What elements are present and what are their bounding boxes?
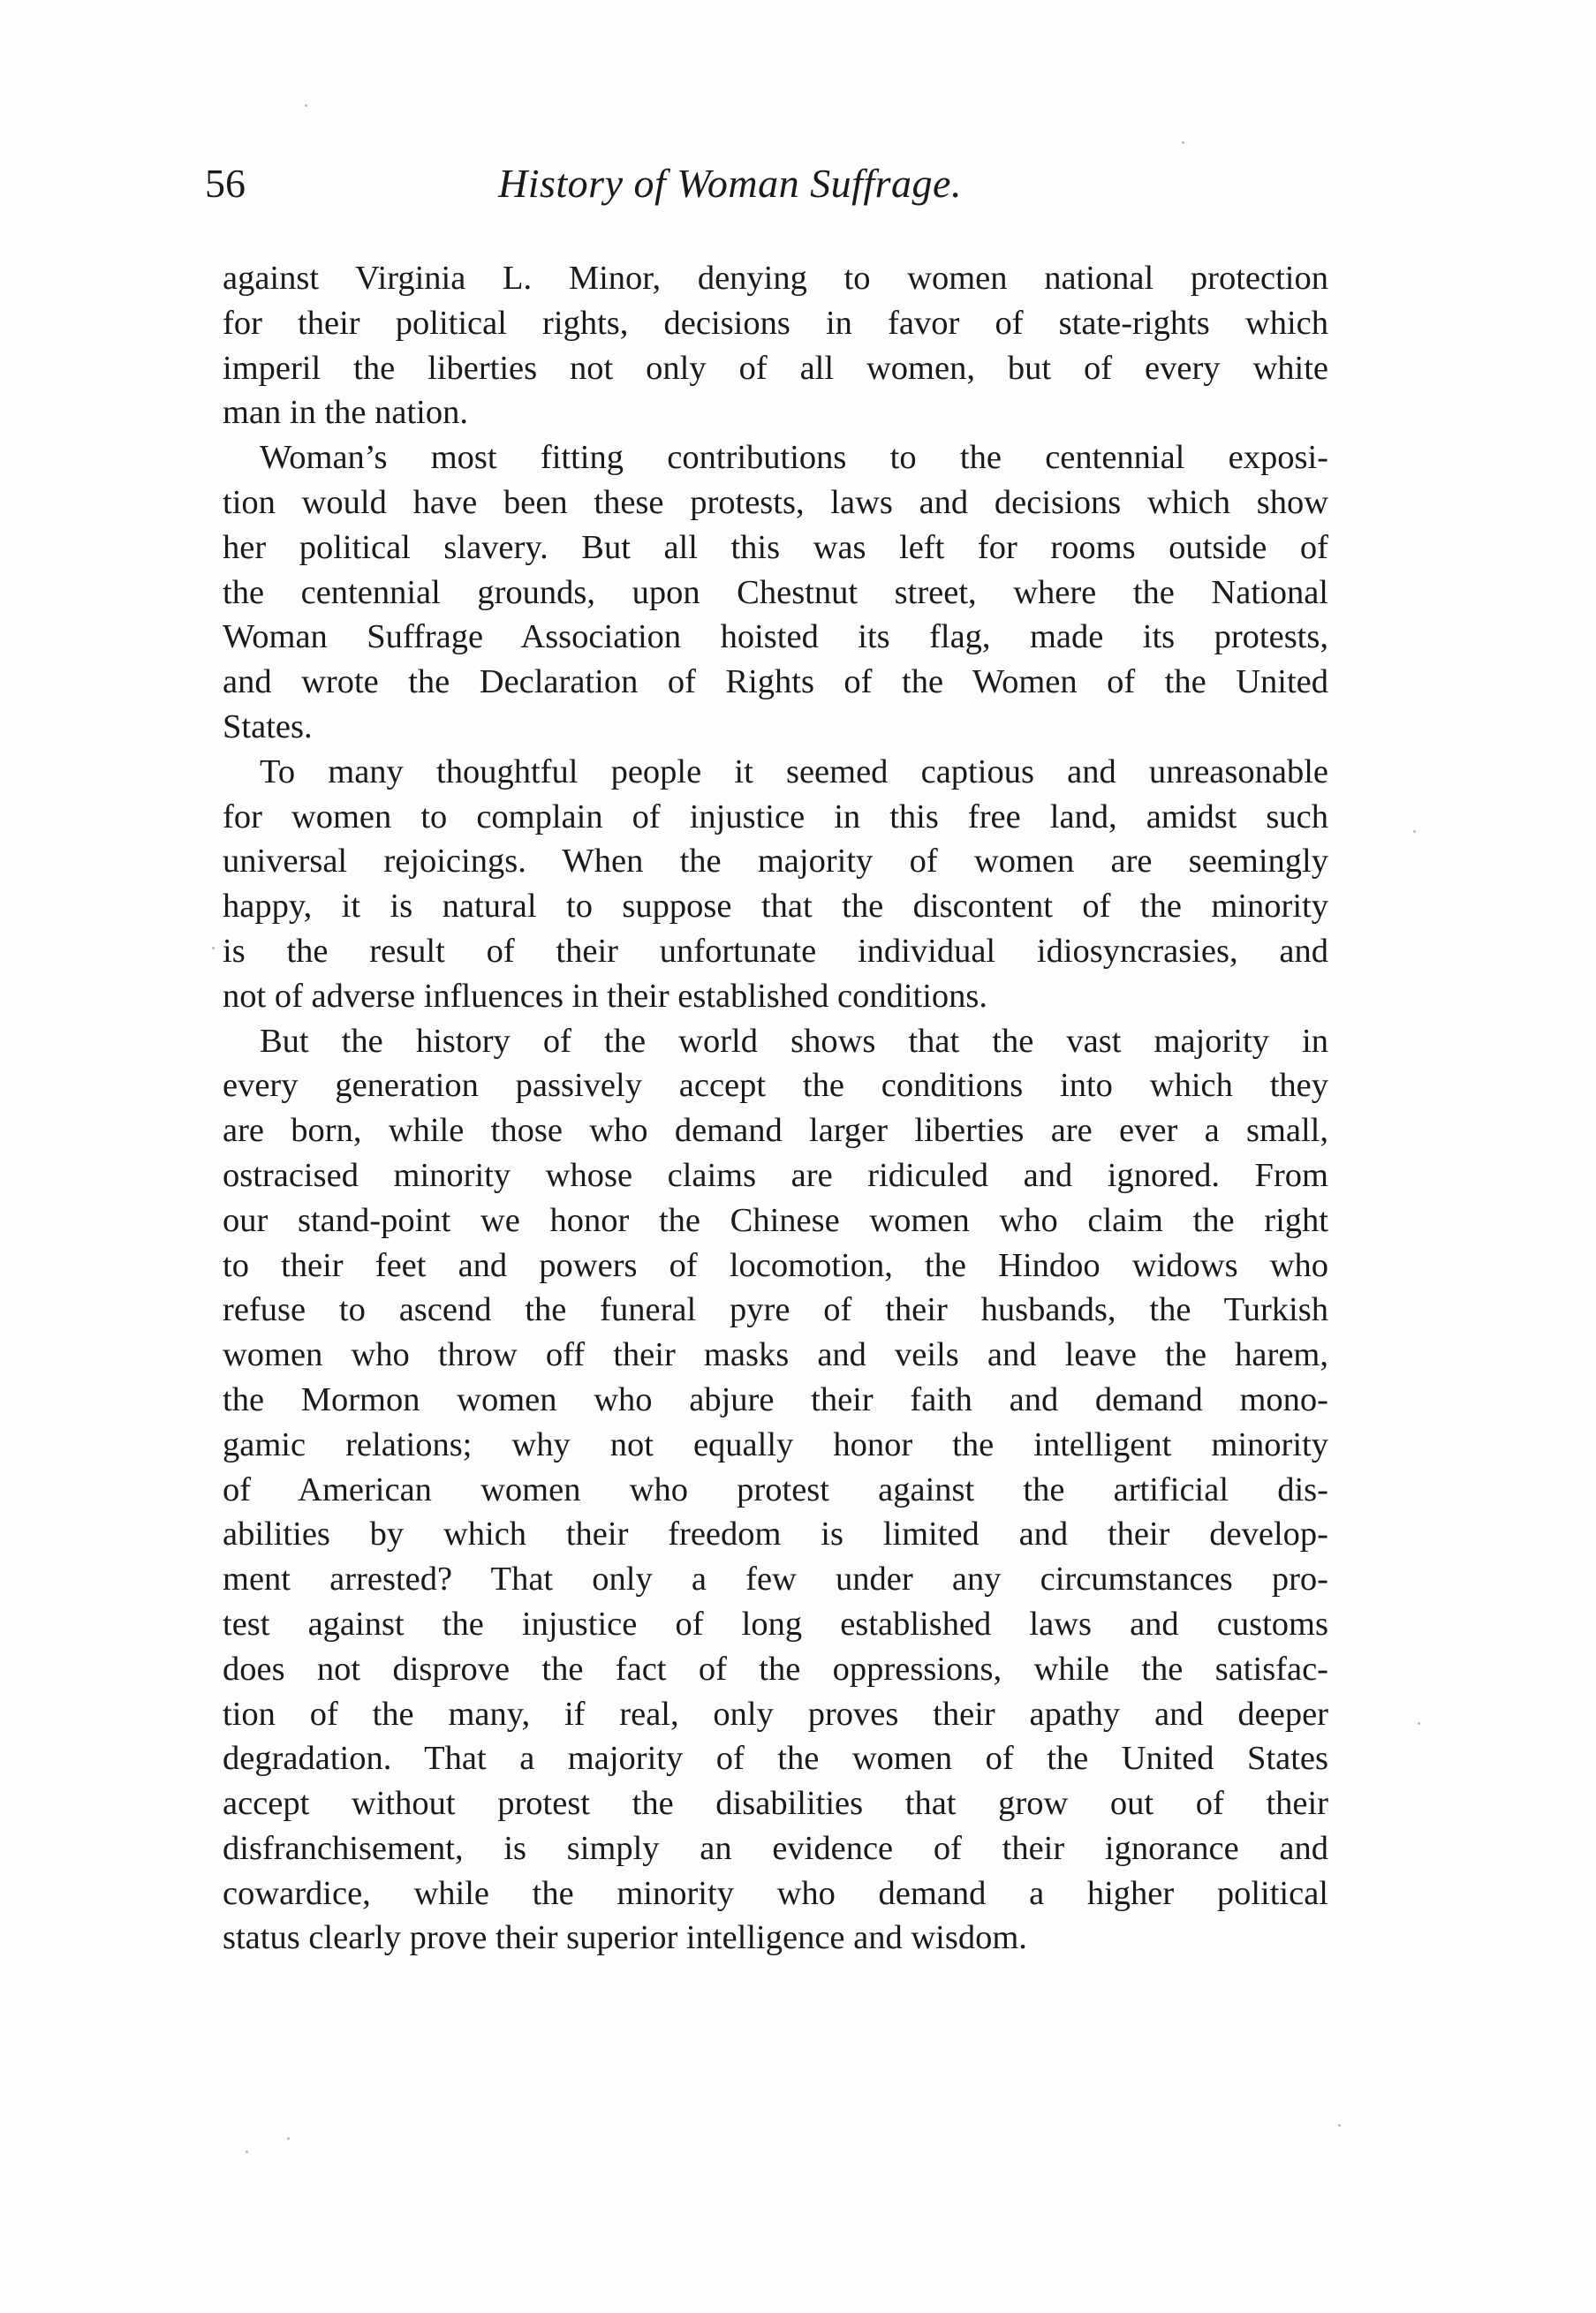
text-line: against Virginia L. Minor, denying to women national protection — [223, 260, 1328, 297]
text-line: Woman’s most fitting contributions to the centennial exposi- — [260, 439, 1328, 477]
text-line: test against the injustice of long established laws and customs — [223, 1605, 1328, 1643]
text-line: disfranchisement, is simply an evidence of their ignorance and — [223, 1829, 1328, 1867]
text-line: States. — [223, 707, 313, 745]
text-line: Woman Suffrage Association hoisted its flag, made its protests, — [223, 618, 1328, 656]
text-line: the Mormon women who abjure their faith and demand mono- — [223, 1380, 1328, 1418]
paragraph-1 — [223, 256, 1328, 435]
scan-speck — [212, 947, 215, 949]
running-head — [205, 148, 1335, 219]
text-line: ment arrested? That only a few under any circumstances pro- — [223, 1561, 1328, 1599]
text-line: not of adverse influences in their established conditions. — [223, 977, 988, 1015]
text-line: universal rejoicings. When the majority of women are seemingly — [223, 843, 1328, 881]
scan-speck — [1418, 1722, 1420, 1725]
text-line: gamic relations; why not equally honor the intelligent minority — [223, 1425, 1328, 1463]
scan-speck — [305, 104, 307, 107]
page-number: 56 — [205, 161, 246, 206]
text-line: accept without protest the disabilities that grow out of their — [223, 1785, 1328, 1823]
text-line: for women to complain of injustice in this free land, amidst such — [223, 797, 1328, 835]
text-line: and wrote the Declaration of Rights of the Women of the United — [223, 663, 1328, 701]
text-line: degradation. That a majority of the women of the United States — [223, 1740, 1328, 1778]
text-line: is the result of their unfortunate individual idiosyncrasies, and — [223, 932, 1328, 970]
paragraph-4 — [223, 1019, 1328, 1962]
text-line: every generation passively accept the conditions into which they — [223, 1067, 1328, 1105]
text-line: of American women who protest against the artificial dis- — [223, 1470, 1328, 1508]
text-line: tion of the many, if real, only proves their apathy and deeper — [223, 1695, 1328, 1733]
text-line: ostracised minority whose claims are ridiculed and ignored. From — [223, 1156, 1328, 1194]
text-line: But the history of the world shows that the vast majority in — [260, 1022, 1328, 1060]
text-line: our stand-point we honor the Chinese women who claim the right — [223, 1201, 1328, 1239]
text-line: her political slavery. But all this was left for rooms outside of — [223, 528, 1328, 566]
text-line: abilities by which their freedom is limited and their develop- — [223, 1516, 1328, 1553]
scan-speck — [1182, 141, 1184, 144]
text-line: to their feet and powers of locomotion, the Hindoo widows who — [223, 1246, 1328, 1284]
scan-speck — [246, 2150, 248, 2153]
scan-speck — [1413, 830, 1416, 833]
paragraph-2 — [223, 435, 1328, 750]
text-line: the centennial grounds, upon Chestnut street, where the National — [223, 573, 1328, 611]
text-line: status clearly prove their superior intelligence and wisdom. — [223, 1919, 1027, 1957]
body-text — [223, 256, 1328, 1961]
text-line: imperil the liberties not only of all women, but of every white — [223, 349, 1328, 387]
text-line: for their political rights, decisions in favor of state-rights which — [223, 304, 1328, 342]
text-line: man in the nation. — [223, 394, 468, 432]
text-line: happy, it is natural to suppose that the discontent of the minority — [223, 888, 1328, 926]
text-line: women who throw off their masks and veils and leave the harem, — [223, 1336, 1328, 1374]
text-line: refuse to ascend the funeral pyre of their husbands, the Turkish — [223, 1291, 1328, 1329]
text-line: does not disprove the fact of the oppressions, while the satisfac- — [223, 1650, 1328, 1688]
text-line: To many thoughtful people it seemed captious and unreasonable — [260, 752, 1328, 790]
running-title: History of Woman Suffrage. — [498, 161, 962, 206]
paragraph-3 — [223, 750, 1328, 1019]
text-line: tion would have been these protests, laws and decisions which show — [223, 483, 1328, 521]
text-line: are born, while those who demand larger liberties are ever a small, — [223, 1112, 1328, 1150]
scan-speck — [287, 2137, 290, 2140]
text-line: cowardice, while the minority who demand a higher political — [223, 1874, 1328, 1912]
scan-speck — [1338, 2124, 1341, 2127]
